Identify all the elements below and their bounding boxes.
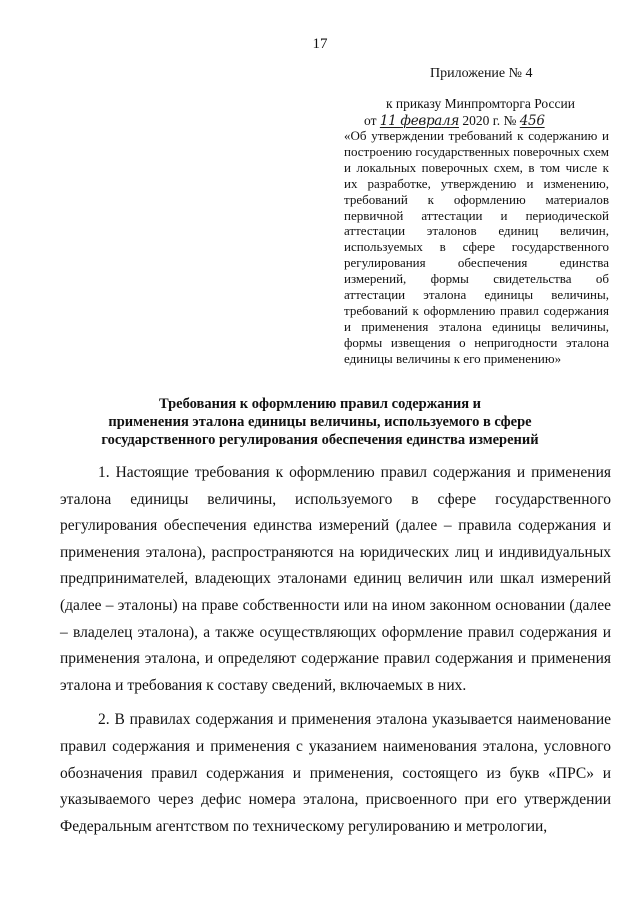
heading-line-1: Требования к оформлению правил содержания и [158,396,482,412]
heading-line-2: применения эталона единицы величины, используемого в сфере [108,414,532,430]
handwritten-date: 11 февраля [379,113,459,129]
date-suffix: 2020 г. № [462,113,517,128]
order-date-line [364,113,545,129]
date-prefix: от [364,113,377,128]
heading-line-3: государственного регулирования обеспечения единства измерений [101,432,539,448]
document-heading [0,395,640,449]
order-reference: к приказу Минпромторга России [386,96,575,111]
handwritten-order-number: 456 [519,113,545,129]
paragraph-1: 1. Настоящие требования к оформлению правил содержания и применения эталона единицы величины, используемого в сфере государственного регулирования обеспечения единства измерений (далее – правила содержания и применения эталона), распространяются на юридических лиц и индивидуальных предпринимателей, владеющих эталонами единиц величин или шкал измерений (далее – эталоны) на праве собственности или на ином законном основании (далее – владелец эталона), а также осуществляющих оформление правил содержания и применения эталона, и определяют содержание правил содержания и применения эталона и требования к составу сведений, включаемых в них. [60,464,611,694]
appendix-title: Приложение № 4 [430,66,533,81]
body-text [60,460,611,840]
page-number: 17 [312,36,328,52]
order-title: «Об утверждении требований к содержанию и построению государственных поверочных схем и локальных поверочных схем, в том числе к их разработке, утверждению и изменению, требований к оформлению материалов первичной аттестации и периодической аттестации эталонов единиц величин, используемых в сфере государственного регулирования обеспечения единства измерений, формы свидетельства об аттестации эталона единицы величины, требований к оформлению правил содержания и применения эталона единицы величины, формы извещения о непригодности эталона единицы величины к его применению» [344,128,609,366]
paragraph-2: 2. В правилах содержания и применения эталона указывается наименование правил содержания и применения с указанием наименования эталона, условного обозначения правил содержания и применения, состоящего из букв «ПРС» и указываемого через дефис номера эталона, присвоенного при его утверждении Федеральным агентством по техническому регулированию и метрологии, [60,711,611,835]
